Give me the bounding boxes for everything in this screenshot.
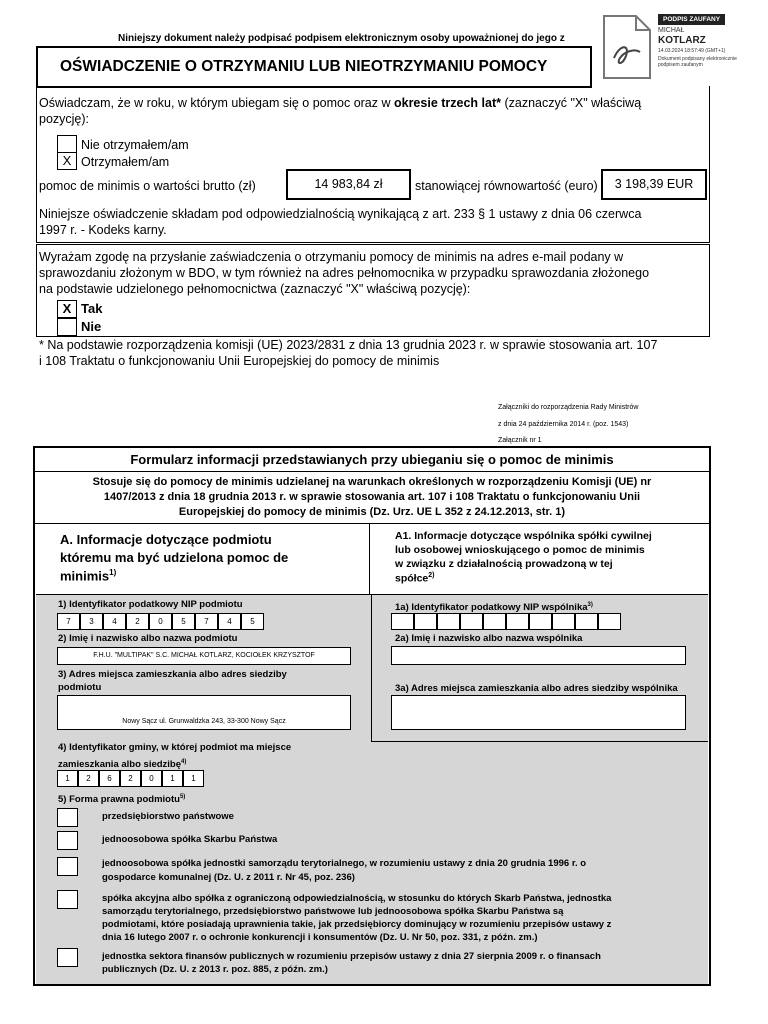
not-received-label: Nie otrzymałem/am: [81, 138, 189, 152]
section-a1-header: [371, 524, 708, 594]
value-pln-field[interactable]: 14 983,84 zł: [286, 169, 411, 200]
section-a1-line-4: [395, 572, 435, 585]
statement-intro-pre: Oświadczam, że w roku, w którym ubiegam się o pomoc oraz w: [39, 96, 394, 110]
gmina-label-line-2: [58, 756, 186, 771]
address-value: Nowy Sącz ul. Grunwaldzka 243, 33-300 Nowy Sącz: [122, 718, 286, 725]
address-label-line-1: 3) Adres miejsca zamieszkania albo adres siedziby: [58, 669, 287, 680]
consent-line-2: sprawozdaniu złożonym w BDO, w tym również na adres pełnomocnika w przypadku sprawozdania złożonego: [39, 266, 650, 280]
partner-nip-footnote: 3): [587, 602, 593, 608]
form-title-rule: [35, 471, 709, 472]
nip-digit[interactable]: 4: [103, 613, 126, 630]
footnote-line-2: i 108 Traktatu o funkcjonowaniu Unii Europejskiej do pomocy de minimis: [39, 354, 440, 368]
legal-form-checkbox-treasury-company[interactable]: [57, 831, 78, 850]
form-basis-line-1: Stosuje się do pomocy de minimis udzielanej na warunkach określonych w rozporządzeniu Komisji (UE) nr: [92, 476, 652, 488]
partner-nip-digit[interactable]: [483, 613, 506, 630]
nip-digit[interactable]: 5: [241, 613, 264, 630]
signer-first-name: MICHAŁ: [658, 27, 685, 34]
section-a-footnote: 1): [109, 568, 117, 577]
address-field[interactable]: [57, 695, 351, 730]
consent-no-checkbox[interactable]: [57, 318, 77, 336]
section-a1-footnote: 2): [428, 572, 435, 579]
nip-cells: [57, 613, 269, 630]
gmina-digit[interactable]: 0: [141, 770, 162, 787]
legal-form-controlled-company-line-2: samorządu terytorialnego, przedsiębiorstwo państwowe lub jednoosobowa spółka Skarbu Państwa są: [102, 906, 564, 917]
gmina-footnote: 4): [181, 759, 187, 765]
legal-form-label: [58, 791, 185, 806]
attachment-line-3: Załącznik nr 1: [498, 437, 542, 444]
partner-name-field[interactable]: [391, 646, 686, 665]
gmina-digit[interactable]: 2: [78, 770, 99, 787]
statement-intro-line2: pozycję):: [39, 112, 90, 126]
legal-form-checkbox-controlled-company[interactable]: [57, 890, 78, 909]
partner-nip-digit[interactable]: [414, 613, 437, 630]
statement-intro: [39, 95, 641, 111]
gmina-label-text: zamieszkania albo siedzibę: [58, 759, 182, 771]
equiv-label: stanowiącej równowartość (euro): [415, 179, 598, 193]
legal-form-controlled-company-line-4: dnia 16 lutego 2007 r. o ochronie konkurencji i konsumentów (Dz. U. Nr 50, poz. 331, z późn. zm.): [102, 932, 538, 943]
consent-line-1: Wyrażam zgodę na przysłanie zaświadczenia o otrzymaniu pomocy de minimis na adres e-mail podany w: [39, 250, 624, 264]
signature-note-2: podpisem zaufanym: [658, 62, 703, 68]
partner-nip-digit[interactable]: [437, 613, 460, 630]
liability-line-2: 1997 r. - Kodeks karny.: [39, 223, 167, 237]
form-basis-line-3: Europejskiej do pomocy de minimis (Dz. Urz. UE L 352 z 24.12.2013, str. 1): [178, 506, 566, 518]
section-a1-line-1: A1. Informacje dotyczące wspólnika spółki cywilnej: [395, 530, 652, 542]
section-a-line-2: któremu ma być udzielona pomoc de: [60, 550, 289, 565]
partner-nip-digit[interactable]: [460, 613, 483, 630]
nip-digit[interactable]: 7: [57, 613, 80, 630]
gmina-digit[interactable]: 2: [120, 770, 141, 787]
partner-nip-digit[interactable]: [391, 613, 414, 630]
statement-title-box: [36, 46, 592, 88]
nip-digit[interactable]: 4: [218, 613, 241, 630]
legal-form-controlled-company-line-3: podmiotami, które posiadają uprawnienia takie, jak przedsiębiorcy dominujący w rozumieniu przepisów ustawy z: [102, 919, 612, 930]
legal-form-label-text: 5) Forma prawna podmiotu: [58, 794, 180, 806]
legal-form-municipal-company-line-2: gospodarce komunalnej (Dz. U. z 2011 r. Nr 45, poz. 236): [102, 872, 355, 883]
received-checkbox[interactable]: X: [57, 152, 77, 170]
consent-line-3: na podstawie udzielonego pełnomocnictwa (zaznaczyć "X" właściwą pozycję):: [39, 282, 471, 296]
statement-intro-bold: okresie trzech lat*: [393, 96, 501, 110]
legal-form-checkbox-public-finance[interactable]: [57, 948, 78, 967]
gmina-digit[interactable]: 1: [162, 770, 183, 787]
signature-timestamp: 14.03.2024 18:57:49 (GMT+1): [658, 48, 726, 54]
signed-document-icon: [602, 14, 652, 80]
partner-nip-digit[interactable]: [506, 613, 529, 630]
form-basis-line-2: 1407/2013 z dnia 18 grudnia 2013 r. w sprawie stosowania art. 107 i 108 Traktatu o funkcjonowaniu Unii: [103, 491, 641, 503]
partner-nip-cells: [391, 613, 621, 630]
signing-notice: Niniejszy dokument należy podpisać podpisem elektronicznym osoby upoważnionej do jego z: [118, 33, 565, 44]
nip-digit[interactable]: 0: [149, 613, 172, 630]
signature-stamp: [598, 12, 738, 84]
section-a-line-1: A. Informacje dotyczące podmiotu: [60, 532, 272, 547]
partner-name-label: 2a) Imię i nazwisko albo nazwa wspólnika: [395, 633, 583, 644]
statement-title: OŚWIADCZENIE O OTRZYMANIU LUB NIEOTRZYMANIU POMOCY: [60, 58, 548, 75]
gmina-cells: [57, 770, 204, 787]
gmina-digit[interactable]: 1: [183, 770, 204, 787]
signature-note-1: Dokument podpisany elektronicznie: [658, 56, 737, 62]
legal-form-controlled-company-line-1: spółka akcyjna albo spółka z ograniczoną odpowiedzialnością, w stosunku do których Skarb Państwa, jednostka: [102, 893, 612, 904]
legal-form-state-enterprise: przedsiębiorstwo państwowe: [102, 811, 234, 822]
nip-digit[interactable]: 2: [126, 613, 149, 630]
legal-form-public-finance-line-2: publicznych (Dz. U. z 2013 r. poz. 885, z późn. zm.): [102, 964, 328, 975]
consent-yes-checkbox[interactable]: X: [57, 300, 77, 318]
legal-form-checkbox-municipal-company[interactable]: [57, 857, 78, 876]
received-label: Otrzymałem/am: [81, 155, 170, 169]
section-a1-line-3: w związku z działalnością prowadzoną w tej: [395, 558, 613, 570]
legal-form-public-finance-line-1: jednostka sektora finansów publicznych w rozumieniu przepisów ustawy z dnia 27 sierpnia 2009 r. o finansach: [102, 951, 601, 962]
partner-nip-label-text: 1a) Identyfikator podatkowy NIP wspólnika: [395, 602, 588, 614]
partner-nip-digit[interactable]: [529, 613, 552, 630]
nip-digit[interactable]: 3: [80, 613, 103, 630]
section-a-minimis: minimis: [60, 568, 110, 584]
statement-intro-post: (zaznaczyć "X" właściwą: [500, 96, 642, 110]
partner-address-label: 3a) Adres miejsca zamieszkania albo adres siedziby wspólnika: [395, 683, 678, 694]
gmina-digit[interactable]: 1: [57, 770, 78, 787]
nip-digit[interactable]: 7: [195, 613, 218, 630]
nip-digit[interactable]: 5: [172, 613, 195, 630]
signer-last-name: KOTLARZ: [658, 35, 706, 46]
legal-form-treasury-company: jednoosobowa spółka Skarbu Państwa: [102, 834, 278, 845]
signature-badge: PODPIS ZAUFANY: [658, 14, 725, 25]
partner-nip-digit[interactable]: [598, 613, 621, 630]
section-a-line-3: [60, 568, 116, 583]
legal-form-checkbox-state-enterprise[interactable]: [57, 808, 78, 827]
section-a1-spolce: spółce: [395, 572, 429, 585]
partner-address-field[interactable]: [391, 695, 686, 730]
consent-no-label: Nie: [81, 319, 102, 334]
name-field[interactable]: F.H.U. "MULTIPAK" S.C. MICHAŁ KOTLARZ, KOCIOŁEK KRZYSZTOF: [57, 647, 351, 665]
consent-yes-label: Tak: [81, 301, 103, 316]
form-title: Formularz informacji przedstawianych przy ubieganiu się o pomoc de minimis: [130, 452, 614, 467]
partner-nip-digit[interactable]: [575, 613, 598, 630]
attachment-line-1: Załączniki do rozporządzenia Rady Ministrów: [498, 404, 639, 411]
not-received-checkbox[interactable]: [57, 135, 77, 153]
legal-form-municipal-company-line-1: jednoosobowa spółka jednostki samorządu terytorialnego, w rozumieniu ustawy z dnia 20 grudnia 1996 r. o: [102, 858, 587, 869]
value-label: pomoc de minimis o wartości brutto (zł): [39, 179, 256, 193]
section-a-header: [36, 524, 370, 594]
section-a1-line-2: lub osobowej wnioskującego o pomoc de minimis: [395, 544, 645, 556]
attachment-line-2: z dnia 24 października 2014 r. (poz. 1543): [498, 421, 629, 428]
gmina-digit[interactable]: 6: [99, 770, 120, 787]
footnote-line-1: * Na podstawie rozporządzenia komisji (UE) 2023/2831 z dnia 13 grudnia 2023 r. w sprawie stosowania art. 107: [39, 338, 658, 352]
partner-nip-label: [395, 599, 593, 614]
name-label: 2) Imię i nazwisko albo nazwa podmiotu: [58, 633, 238, 644]
partner-nip-digit[interactable]: [552, 613, 575, 630]
value-eur-field[interactable]: 3 198,39 EUR: [601, 169, 707, 200]
nip-label: 1) Identyfikator podatkowy NIP podmiotu: [58, 599, 243, 610]
gmina-label-line-1: 4) Identyfikator gminy, w której podmiot ma miejsce: [58, 742, 292, 753]
liability-line-1: Niniejsze oświadczenie składam pod odpowiedzialnością wynikającą z art. 233 § 1 ustawy z dnia 06 czerwca: [39, 207, 642, 221]
legal-form-footnote: 5): [179, 794, 186, 800]
address-label-line-2: podmiotu: [58, 682, 102, 693]
